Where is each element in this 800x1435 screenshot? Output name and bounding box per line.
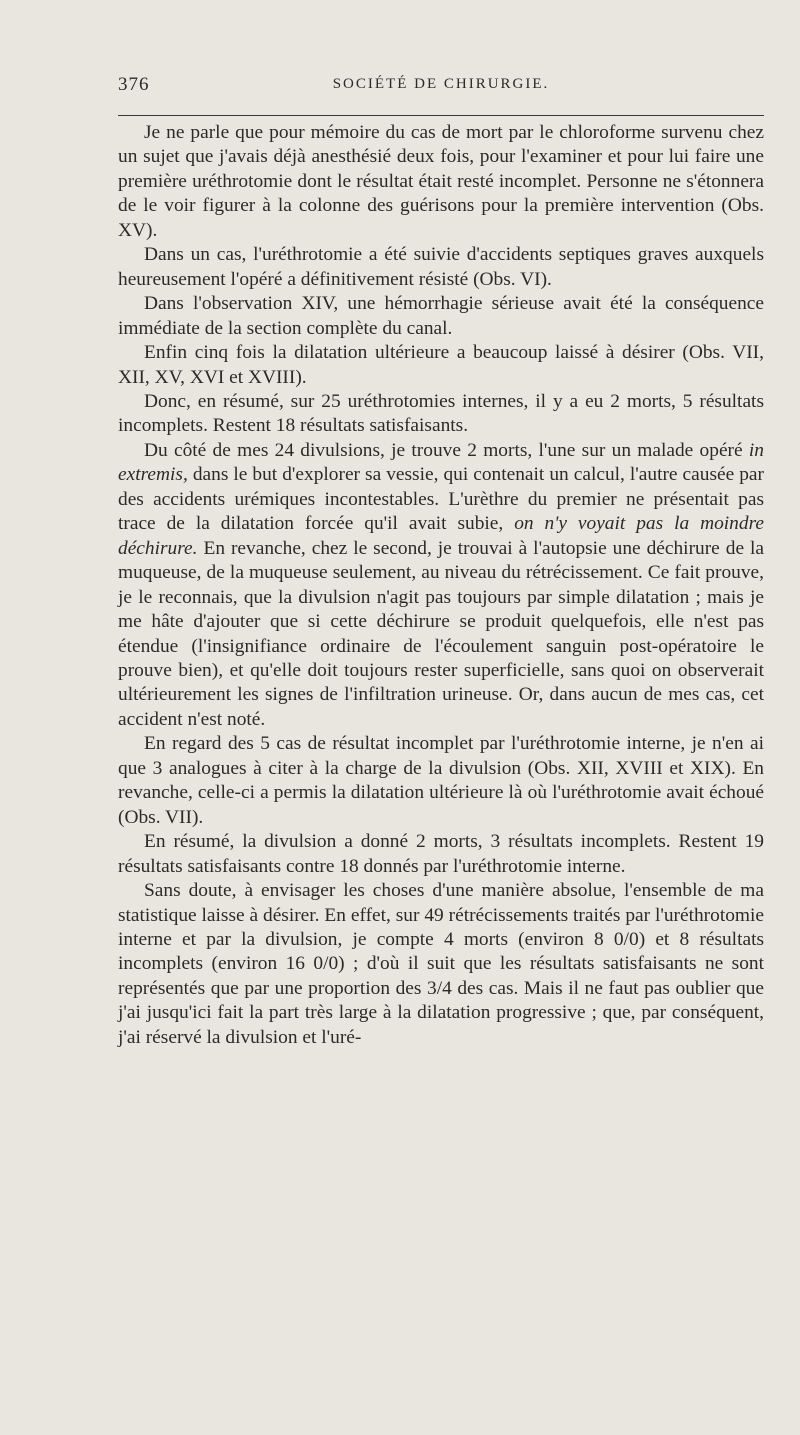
running-head bbox=[118, 74, 764, 100]
paragraph-text: dans le but d'explorer sa vessie, qui contenait un calcul, l'autre causée par des accidents urémiques incontestables. L'urèthre du premier ne présentait pas trace de la dilatation forcée qu'il avait subie, bbox=[118, 464, 764, 535]
italic-phrase: on n'y voyait pas la moindre déchirure. bbox=[118, 513, 765, 559]
paragraph: En résumé, la divulsion a donné 2 morts, 3 résultats incomplets. Restent 19 résultats satisfaisants contre 18 donnés par l'uréthrotomie interne. bbox=[118, 831, 764, 877]
paragraph: Donc, en résumé, sur 25 uréthrotomies internes, il y a eu 2 morts, 5 résultats incomplets. Restent 18 résultats satisfaisants. bbox=[118, 390, 764, 437]
body-text bbox=[118, 121, 764, 1050]
paragraph-text: Du côté de mes 24 divulsions, je trouve 2 morts, l'une sur un malade opéré bbox=[144, 439, 749, 461]
paragraph: Dans un cas, l'uréthrotomie a été suivie d'accidents septiques graves auxquels heureusement l'opéré a définitivement résisté (Obs. VI). bbox=[118, 244, 764, 290]
paragraph: Je ne parle que pour mémoire du cas de mort par le chloroforme survenu chez un sujet que j'avais déjà anesthésié deux fois, pour l'examiner et pour lui faire une première uréthrotomie dont le résultat était resté incomplet. Personne ne s'étonnera de le voir figurer à la colonne des guérisons pour la première intervention (Obs. XV). bbox=[118, 122, 764, 241]
paragraph-text: En revanche, chez le second, je trouvai à l'autopsie une déchirure de la muqueuse, de la muqueuse seulement, au niveau du rétrécissement. Ce fait prouve, je le reconnais, que la divulsion n'agit pas toujours par simple dilatation ; mais je me hâte d'ajouter que si cette déchirure se produit quelquefois, elle n'est pas étendue (l'insignifiance ordinaire de l'écoulement sanguin post-opératoire le prouve bien), et qu'elle doit toujours rester superficielle, sans quoi on observerait ultérieurement les signes de l'infiltration urineuse. Or, dans aucun de mes cas, cet accident n'est noté. bbox=[118, 537, 764, 730]
paragraph: En regard des 5 cas de résultat incomplet par l'uréthrotomie interne, je n'en ai que 3 analogues à citer à la charge de la divulsion (Obs. XII, XVIII et XIX). En revanche, celle-ci a permis la dilatation ultérieure là où l'uréthrotomie avait échoué (Obs. VII). bbox=[118, 733, 764, 828]
paragraph bbox=[118, 439, 764, 732]
paragraph: Enfin cinq fois la dilatation ultérieure a beaucoup laissé à désirer (Obs. VII, XII, XV, XVI et XVIII). bbox=[118, 342, 764, 388]
running-title: SOCIÉTÉ DE CHIRURGIE. bbox=[332, 76, 550, 92]
paragraph: Dans l'observation XIV, une hémorrhagie sérieuse avait été la conséquence immédiate de la section complète du canal. bbox=[118, 293, 764, 339]
italic-phrase: in extremis, bbox=[118, 439, 764, 486]
paragraph: Sans doute, à envisager les choses d'une manière absolue, l'ensemble de ma statistique laisse à désirer. En effet, sur 49 rétrécissements traités par l'uréthrotomie interne et par la divulsion, je compte 4 morts (environ 8 0/0) et 8 résultats incomplets (environ 16 0/0) ; d'où il suit que les résultats satisfaisants ne sont représentés que par une proportion des 3/4 des cas. Mais il ne faut pas oublier que j'ai jusqu'ici fait la part très large à la dilatation progressive ; que, par conséquent, j'ai réservé la divulsion et l'uré- bbox=[118, 880, 764, 1048]
header-rule bbox=[118, 115, 764, 116]
page-number: 376 bbox=[118, 74, 150, 95]
